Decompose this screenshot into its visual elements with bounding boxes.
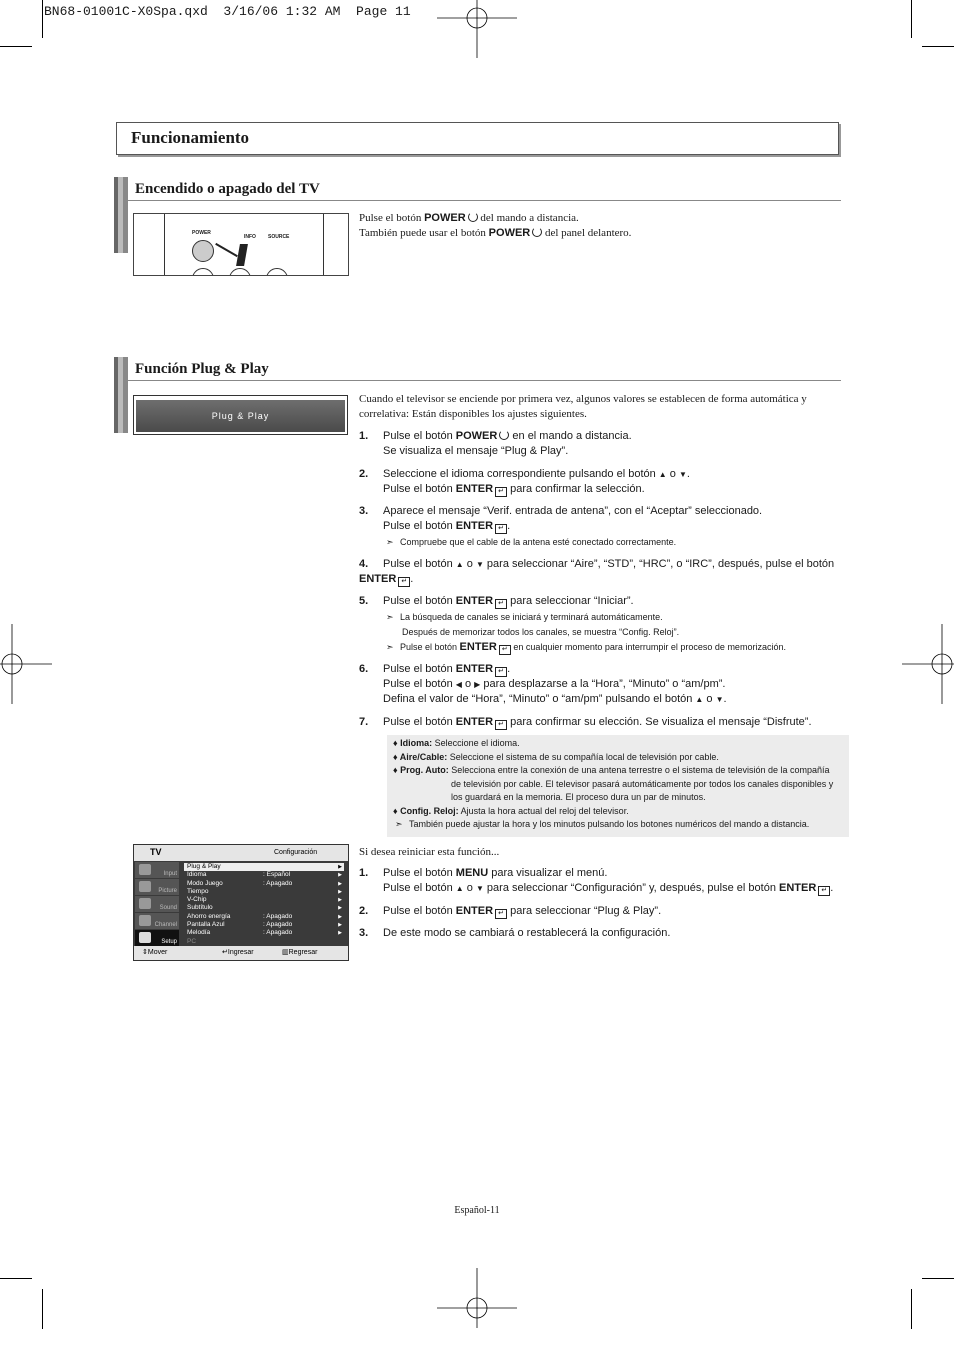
source-label: SOURCE [268,234,290,240]
crop-mark [911,1289,912,1329]
menu-row-label: Modo Juego [187,879,223,887]
text: Compruebe que el cable de la antena esté conectado correctamente. [400,537,677,547]
step-number: 1. [359,430,369,442]
section-bar [114,177,128,253]
step-4 [359,557,839,587]
sidebar-label: Input [163,871,177,877]
menu-row [184,880,344,888]
down-arrow-icon: ▼ [715,695,724,704]
enter-icon: ↵ [495,524,507,534]
crop-mark [0,1278,32,1279]
enter-key: ENTER [455,905,494,917]
crop-mark [911,0,912,38]
text: Pulse el botón [383,430,456,442]
text: o [463,558,476,570]
crop-mark [0,46,32,47]
menu-row [184,904,344,912]
step-3 [359,504,839,534]
page-title-box [116,122,839,155]
step-7 [359,715,839,730]
section-rule [128,380,841,381]
text: para seleccionar “Aire”, “STD”, “HRC”, o “IRC”, después, pulse el botón [483,558,835,570]
step-number: 3. [359,505,369,517]
section-rule [128,200,841,201]
plug-and-play-banner: Plug & Play [136,400,345,432]
menu-key: MENU [455,867,489,879]
enter-key: ENTER [455,663,494,675]
antenna-icon [139,915,151,926]
setting-desc: Seleccione el sistema de su compañía local de televisión por cable. [447,751,719,762]
step-2 [359,467,839,497]
hint-label: Mover [147,949,168,956]
text: en el mando a distancia. [509,430,632,442]
text: o [461,678,475,690]
enter-icon: ↵ [222,949,228,956]
text: También puede usar el botón [359,227,489,239]
chevron-right-icon: ▶ [338,888,342,895]
power-label: POWER [192,230,211,236]
text: Pulse el botón [383,882,456,894]
text: . [686,468,690,480]
text: para desplazarse a la “Hora”, “Minuto” o “am/pm”. [480,678,726,690]
menu-row-label: Ahorro energía [187,912,231,920]
power-icon [468,212,478,222]
note-arrow-icon: ➣ [395,819,403,829]
return-icon: ▥ [282,949,289,956]
settings-info-box [387,735,849,837]
up-arrow-icon: ▲ [658,470,667,479]
text: . [507,663,511,675]
setting-desc: Ajusta la hora actual del reloj del televisor. [458,805,629,816]
setting-tip: También puede ajustar la hora y los minutos pulsando los botones numéricos del mando a distancia. [409,819,810,829]
plug-and-play-screen [133,395,348,435]
remote-control-image [133,213,349,276]
menu-row [184,896,344,904]
menu-footer [134,946,348,960]
menu-row-value: : Apagado [263,929,293,937]
reset-step-2 [359,904,839,919]
menu-row-selected [184,863,344,871]
setup-icon [139,932,151,943]
menu-sidebar-picture [135,879,179,895]
menu-list [184,863,344,946]
text: La búsqueda de canales se iniciará y terminará automáticamente. [400,612,663,622]
page-number: Español-11 [454,1205,500,1216]
text: Pulse el botón [383,867,456,879]
crop-mark [922,1278,954,1279]
down-arrow-icon: ▼ [475,884,484,893]
chevron-right-icon: ▶ [338,913,342,920]
chevron-right-icon: ▶ [338,930,342,937]
step-number: 4. [359,558,369,570]
menu-row-value: : Apagado [263,879,293,887]
info-label: INFO [244,234,256,240]
right-arrow-icon: ▶ [474,680,481,689]
text: De este modo se cambiará o restablecerá la configuración. [383,927,671,939]
text: Pulse el botón [400,642,460,652]
text: Se visualiza el mensaje “Plug & Play”. [383,445,569,457]
menu-row-disabled [184,938,344,946]
text: del panel delantero. [542,227,632,239]
return-hint [282,946,317,960]
menu-sidebar-setup [135,930,179,946]
text: Pulse el botón [359,212,425,224]
picture-icon [139,881,151,892]
note-arrow-icon: ➣ [386,642,394,652]
text: o [703,693,716,705]
menu-sidebar-channel [135,913,179,929]
menu-row-label: Idioma [187,871,207,879]
menu-row-label: Melodía [187,929,211,937]
input-icon [139,864,151,875]
setting-desc: Selecciona entre la conexión de una antena terrestre o el sistema de televisión de la compañía [451,765,830,775]
sidebar-label: Channel [154,922,177,928]
note-clock: Después de memorizar todos los canales, se muestra “Config. Reloj”. [402,627,680,637]
up-down-icon: ⇕ [142,949,148,956]
enter-key: ENTER [359,573,397,585]
enter-key: ENTER [455,716,494,728]
text: Aparece el mensaje “Verif. entrada de antena”, con el “Aceptar” seleccionado. [383,505,763,517]
section-title: Encendido o apagado del TV [135,181,320,197]
menu-sidebar [135,862,179,946]
text: o [463,882,476,894]
menu-row-value: : Apagado [263,921,293,929]
text: para confirmar su elección. Se visualiza el mensaje “Disfrute”. [507,716,812,728]
page-title: Funcionamiento [131,128,250,147]
text: para visualizar el menú. [488,867,608,879]
registration-mark-icon [437,0,517,58]
menu-row [184,871,344,879]
setting-key: ♦ Prog. Auto: [393,765,449,775]
step-number: 2. [359,468,369,480]
text: Pulse el botón [383,663,456,675]
speaker-icon [139,898,151,909]
text: Pulse el botón [383,520,456,532]
section-title: Función Plug & Play [135,361,269,377]
enter-icon: ↵ [495,720,507,730]
registration-mark-icon [0,624,52,704]
registration-mark-icon [902,624,954,704]
enter-hint [222,946,254,960]
enter-key: ENTER [455,483,494,495]
power-key: POWER [455,430,498,442]
power-icon [532,227,542,237]
reset-step-3 [359,926,839,941]
menu-sidebar-sound [135,896,179,912]
chevron-right-icon: ▶ [338,922,342,929]
text: o [666,468,679,480]
menu-row [184,888,344,896]
chevron-right-icon: ▶ [338,905,342,912]
menu-tv-label: TV [150,847,162,857]
text: . [410,573,414,585]
note-search [386,610,663,625]
menu-title: Configuración [274,849,318,856]
enter-icon: ↵ [398,577,410,587]
text: Pulse el botón [383,558,456,570]
text: Pulse el botón [383,595,456,607]
setting-key: ♦ Aire/Cable: [393,751,448,762]
menu-row [184,913,344,921]
setting-desc: los guardará en la memoria. El proceso dura un par de minutos. [451,792,706,802]
setting-desc: Seleccione el idioma. [432,738,520,748]
up-arrow-icon: ▲ [695,695,704,704]
left-arrow-icon: ◀ [455,680,462,689]
step-number: 2. [359,905,369,917]
menu-row-label: Pantalla Azul [187,921,225,929]
move-hint [142,946,167,960]
section-bar [114,357,128,433]
registration-mark-icon [437,1268,517,1348]
setting-desc: de televisión por cable. El televisor pasará automáticamente por todos los canales disponibles y [451,778,834,789]
setting-key: ♦ Config. Reloj: [393,805,459,816]
crop-mark [922,46,954,47]
step-number: 6. [359,663,369,675]
menu-row-label: PC [187,937,197,945]
step-number: 5. [359,595,369,607]
setup-menu-screenshot [133,844,349,961]
up-arrow-icon: ▲ [455,884,464,893]
menu-row-label: Plug & Play [187,863,221,870]
reset-step-1 [359,866,839,896]
power-key: POWER [424,212,466,224]
chevron-right-icon: ▶ [338,872,342,879]
text: . [507,520,511,532]
enter-icon: ↵ [495,909,507,919]
enter-key: ENTER [459,641,497,653]
enter-icon: ↵ [495,487,507,497]
text: en cualquier momento para interrumpir el proceso de memorización. [510,642,786,652]
text: Pulse el botón [383,678,456,690]
text: Seleccione el idioma correspondiente pulsando el botón [383,468,659,480]
step-1 [359,429,839,459]
reset-intro: Si desea reiniciar esta función... [359,846,500,858]
text: para confirmar la selección. [507,483,645,495]
step-5 [359,594,839,609]
text: Pulse el botón [383,483,456,495]
chevron-right-icon: ▶ [338,897,342,904]
note-arrow-icon: ➣ [386,612,394,622]
text: para seleccionar “Configuración” y, después, pulse el botón [483,882,779,894]
down-arrow-icon: ▼ [678,470,687,479]
step-number: 7. [359,716,369,728]
crop-mark [42,0,43,38]
text: . [723,693,727,705]
setting-key: ♦ Idioma: [393,738,433,748]
text: para seleccionar “Plug & Play”. [507,905,662,917]
chevron-right-icon: ▶ [338,864,342,870]
note-interrupt [386,640,786,655]
hint-label: Ingresar [227,949,254,956]
text: Pulse el botón [383,905,456,917]
hint-label: Regresar [288,949,318,956]
menu-sidebar-input [135,862,179,878]
step-number: 1. [359,867,369,879]
sidebar-label: Sound [159,905,177,911]
menu-row-label: V-Chip [187,896,207,904]
enter-icon: ↵ [818,886,830,896]
step-6 [359,662,839,707]
enter-icon: ↵ [495,599,507,609]
menu-row [184,921,344,929]
note-antenna [386,535,676,550]
menu-header [134,845,348,861]
down-arrow-icon: ▼ [475,560,484,569]
up-arrow-icon: ▲ [455,560,464,569]
menu-row [184,929,344,937]
menu-row-label: Tiempo [187,887,209,895]
text: . [830,882,834,894]
sidebar-label: Picture [158,888,177,894]
enter-icon: ↵ [495,667,507,677]
intro-text: Cuando el televisor se enciende por primera vez, algunos valores se establecen de forma automática y correlativa: Están disponibles los ajustes siguientes. [359,393,807,420]
text: para seleccionar “Iniciar”. [507,595,634,607]
note-arrow-icon: ➣ [386,537,394,547]
text: Pulse el botón [383,716,456,728]
menu-row-label: Subtítulo [187,904,213,912]
file-stamp: BN68-01001C-X0Spa.qxd 3/16/06 1:32 AM Page 11 [44,4,411,19]
chevron-right-icon: ▶ [338,880,342,887]
enter-icon: ↵ [499,645,511,655]
menu-row-value: : Apagado [263,912,293,920]
enter-key: ENTER [455,520,494,532]
enter-key: ENTER [779,882,817,894]
step-number: 3. [359,927,369,939]
power-button-icon [192,240,214,262]
enter-key: ENTER [455,595,494,607]
power-icon [499,430,509,440]
power-key: POWER [488,227,531,239]
power-instructions [359,211,839,241]
crop-mark [42,1289,43,1329]
text: Defina el valor de “Hora”, “Minuto” o “am/pm” pulsando el botón [383,693,696,705]
sidebar-label: Setup [161,939,177,945]
menu-row-value: : Español [263,871,291,879]
text: del mando a distancia. [477,212,579,224]
